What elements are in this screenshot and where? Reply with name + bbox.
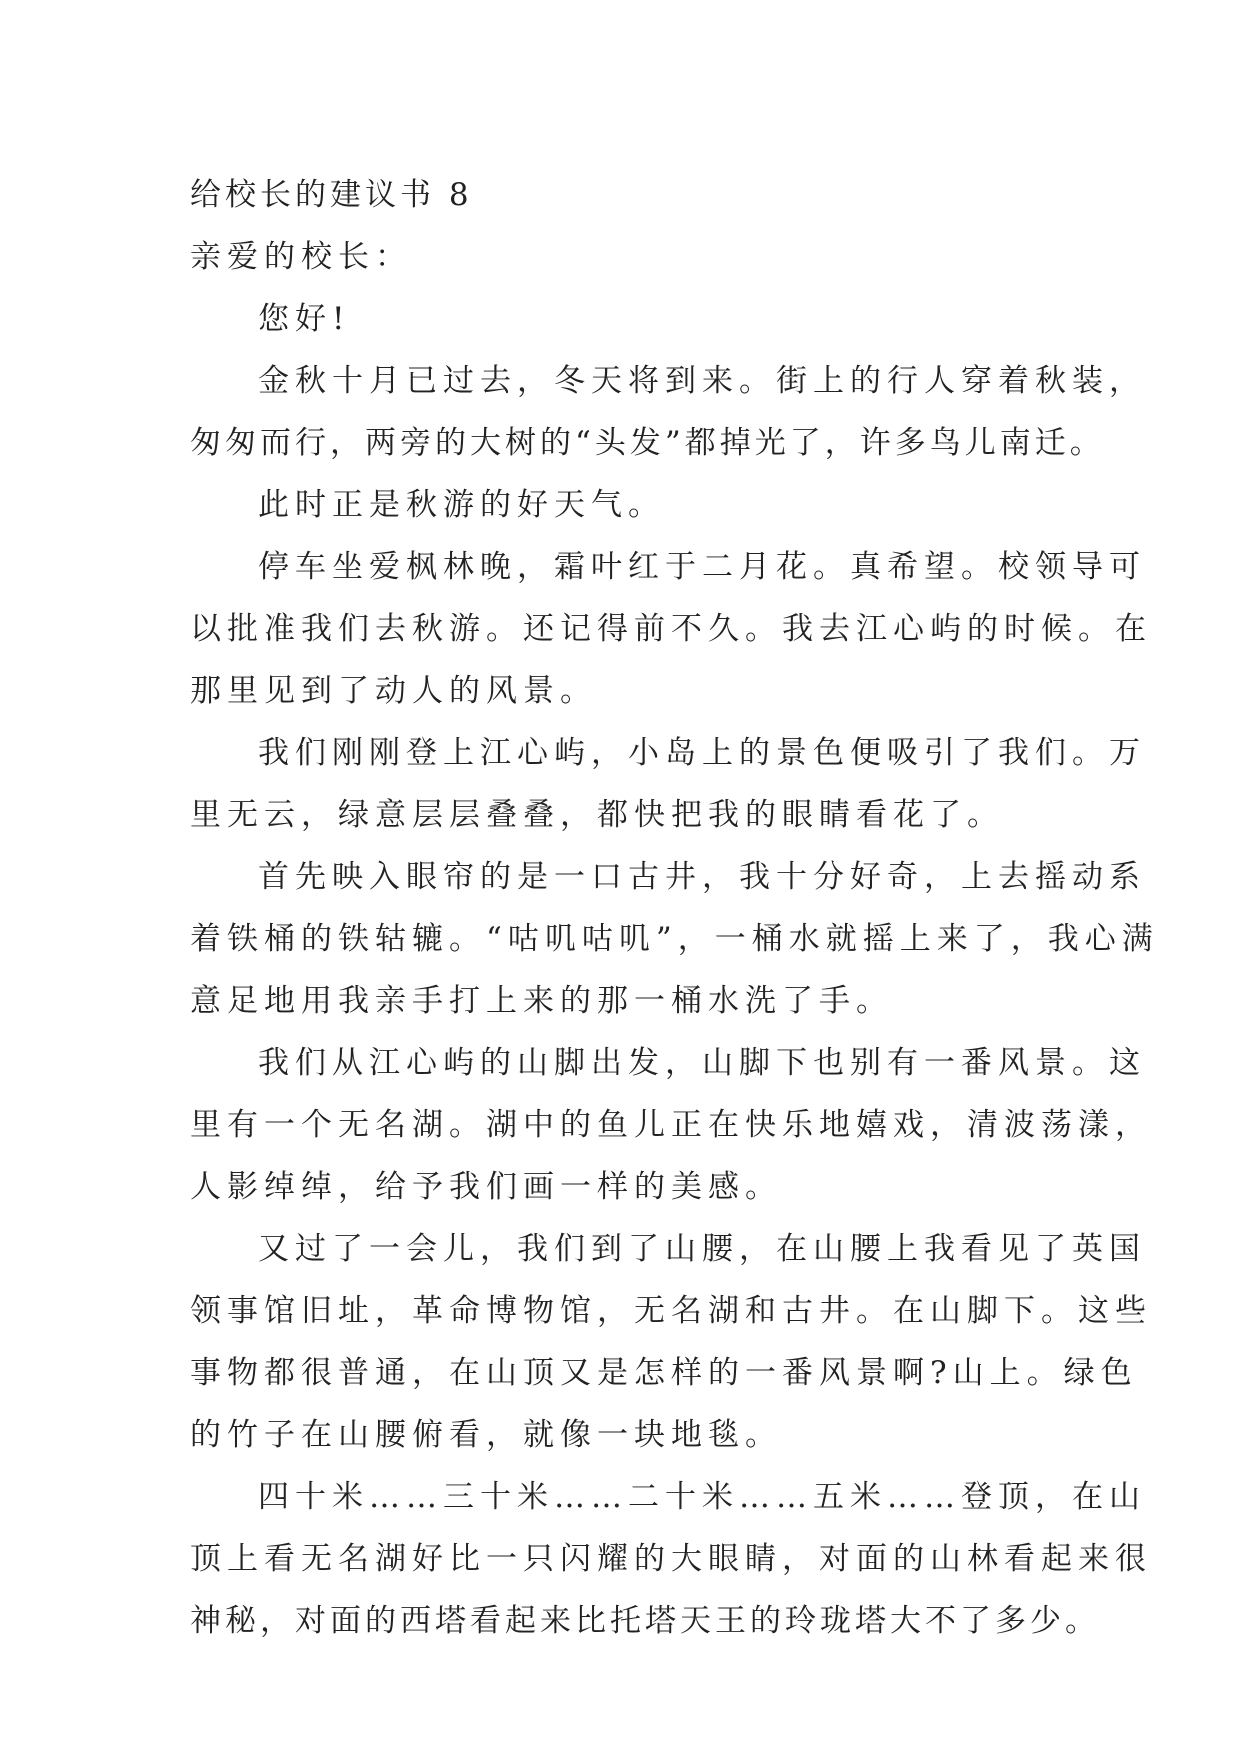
text-line-2: 匆匆而行，两旁的大树的“头发”都掉光了，许多鸟儿南迁。	[190, 425, 1105, 461]
document-title: 给校长的建议书 8	[190, 177, 473, 213]
text-line-18: 的竹子在山腰俯看，就像一块地毯。	[190, 1417, 782, 1453]
text-line-6: 那里见到了动人的风景。	[190, 673, 597, 709]
text-line-11: 意足地用我亲手打上来的那一桶水洗了手。	[190, 983, 893, 1019]
text-line-4: 停车坐爱枫林晚，霜叶红于二月花。真希望。校领导可	[258, 549, 1146, 585]
text-line-13: 里有一个无名湖。湖中的鱼儿正在快乐地嬉戏，清波荡漾，	[190, 1107, 1152, 1143]
greeting: 您好!	[258, 301, 351, 337]
text-line-12: 我们从江心屿的山脚出发，山脚下也别有一番风景。这	[258, 1045, 1146, 1081]
text-line-21: 神秘，对面的西塔看起来比托塔天王的玲珑塔大不了多少。	[190, 1603, 1100, 1639]
text-line-14: 人影绰绰，给予我们画一样的美感。	[190, 1169, 782, 1205]
text-line-7: 我们刚刚登上江心屿，小岛上的景色便吸引了我们。万	[258, 735, 1146, 771]
salutation: 亲爱的校长：	[190, 239, 412, 275]
text-line-1: 金秋十月已过去，冬天将到来。街上的行人穿着秋装，	[258, 363, 1146, 399]
text-line-16: 领事馆旧址，革命博物馆，无名湖和古井。在山脚下。这些	[190, 1293, 1152, 1329]
text-line-5: 以批准我们去秋游。还记得前不久。我去江心屿的时候。在	[190, 611, 1152, 647]
text-line-9: 首先映入眼帘的是一口古井，我十分好奇，上去摇动系	[258, 859, 1146, 895]
text-line-19: 四十米……三十米……二十米……五米……登顶，在山	[258, 1479, 1146, 1515]
text-line-8: 里无云，绿意层层叠叠，都快把我的眼睛看花了。	[190, 797, 1004, 833]
text-line-15: 又过了一会儿，我们到了山腰，在山腰上我看见了英国	[258, 1231, 1146, 1267]
text-line-17: 事物都很普通，在山顶又是怎样的一番风景啊?山上。绿色	[190, 1355, 1138, 1391]
document-body	[190, 164, 1159, 1652]
text-line-20: 顶上看无名湖好比一只闪耀的大眼睛，对面的山林看起来很	[190, 1541, 1152, 1577]
text-line-10: 着铁桶的铁轱辘。“咕叽咕叽”，一桶水就摇上来了，我心满	[190, 921, 1159, 957]
text-line-3: 此时正是秋游的好天气。	[258, 487, 665, 523]
